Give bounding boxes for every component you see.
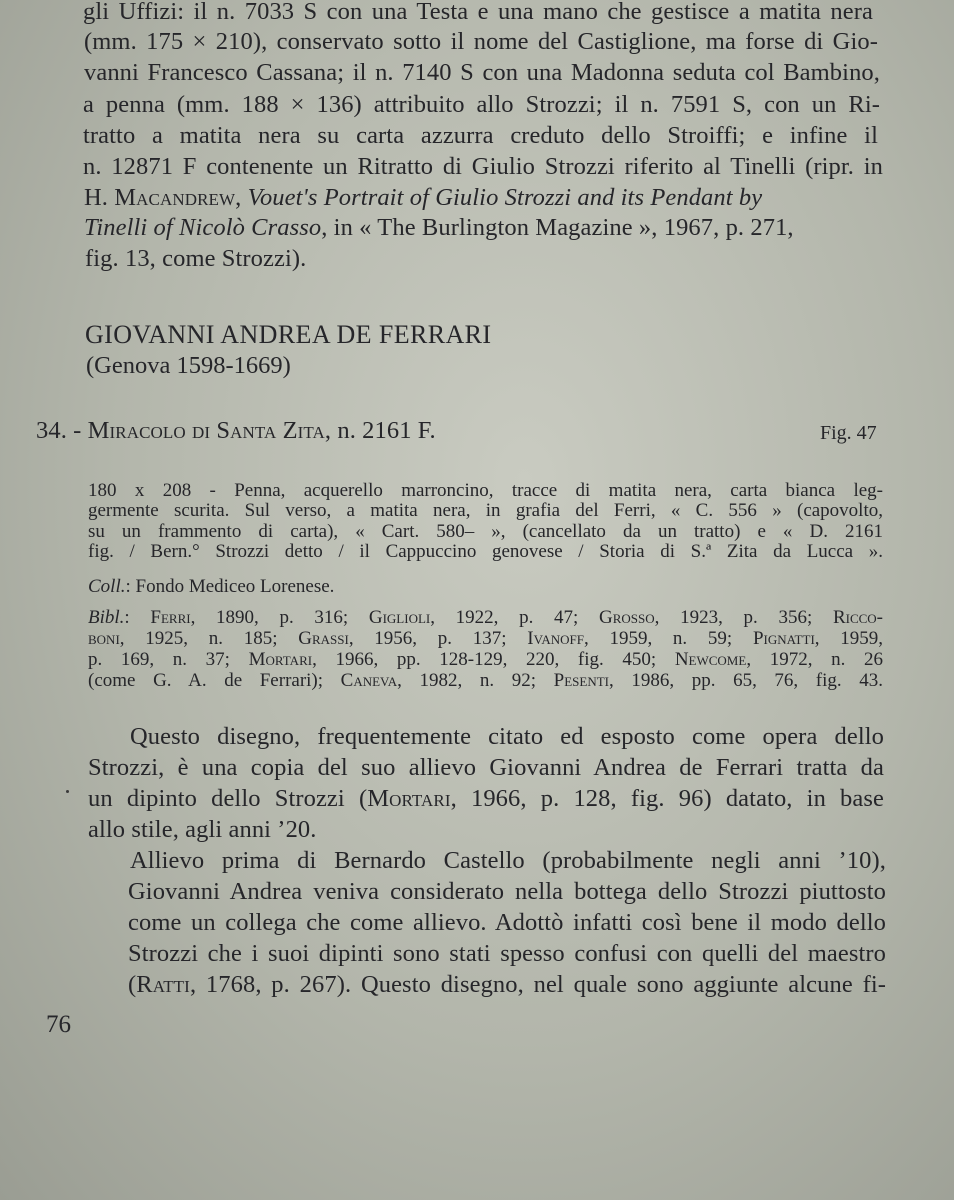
body-line: come un collega che come allievo. Adottò infatti così bene il modo dello xyxy=(128,909,886,936)
body-line: Strozzi che i suoi dipinti sono stati spesso confusi con quelli del maestro xyxy=(128,940,886,967)
artist-dates: (Genova 1598-1669) xyxy=(86,352,291,379)
intro-line: fig. 13, come Strozzi). xyxy=(85,245,307,272)
margin-speck xyxy=(66,790,69,793)
cited-author: Ferri xyxy=(150,607,191,628)
intro-line: Tinelli of Nicolò Crasso, in « The Burlington Magazine », 1967, p. 271, xyxy=(84,214,794,241)
body-line: Allievo prima di Bernardo Castello (probabilmente negli anni ’10), xyxy=(130,847,886,874)
cited-author: Ivanoff xyxy=(527,628,584,649)
citation-text: , 1966, pp. 128-129, 220, fig. 450; xyxy=(312,649,675,670)
cited-author: Ricco- xyxy=(832,607,883,628)
citation-text: , 1925, n. 185; xyxy=(119,628,299,649)
body-line: un dipinto dello Strozzi (Mortari, 1966, p. 128, fig. 96) datato, in base xyxy=(88,785,884,812)
body-line: Strozzi, è una copia del suo allievo Giovanni Andrea de Ferrari tratta da xyxy=(88,754,884,781)
figure-reference: Fig. 47 xyxy=(820,422,877,444)
collection-line: Coll.: Fondo Mediceo Lorenese. xyxy=(88,576,335,597)
description-line: germente scurita. Sul verso, a matita nera, in grafia del Ferri, « C. 556 » (capovolto, xyxy=(88,500,883,521)
intro-line: n. 12871 F contenente un Ritratto di Giulio Strozzi riferito al Tinelli (ripr. in xyxy=(83,153,883,180)
author-name: Mortari xyxy=(367,785,451,812)
entry-title: Miracolo di Santa Zita xyxy=(87,417,325,444)
entry-inventory: , n. 2161 F. xyxy=(324,417,436,444)
cited-author: Mortari xyxy=(248,649,313,670)
bibliography-line xyxy=(88,670,883,692)
citation-text: , 1986, pp. 65, 76, fig. 43. xyxy=(608,670,884,691)
citation-text: p. 169, n. 37; xyxy=(88,649,249,670)
description-line: fig. / Bern.° Strozzi detto / il Cappuccino genovese / Storia di S.ª Zita da Lucca ». xyxy=(88,541,883,562)
entry-number: 34. xyxy=(36,417,67,444)
collection-label: Coll. xyxy=(88,576,126,597)
citation-text: , 1923, p. 356; xyxy=(654,607,833,628)
bibliography-line xyxy=(88,607,883,629)
body-line: Giovanni Andrea veniva considerato nella bottega dello Strozzi piuttosto xyxy=(128,878,886,905)
page-number: 76 xyxy=(46,1011,71,1038)
citation-text: , 1972, n. 26 xyxy=(746,649,883,670)
citation-text: , 1982, n. 92; xyxy=(397,670,554,691)
citation-text: , 1959, n. 59; xyxy=(583,628,753,649)
intro-line: vanni Francesco Cassana; il n. 7140 S con una Madonna seduta col Bambino, xyxy=(84,59,880,86)
cited-author: Newcome xyxy=(674,649,747,670)
cited-author: Caneva xyxy=(340,670,398,691)
bibliography-line xyxy=(88,649,883,671)
cited-author: Pesenti xyxy=(553,670,609,691)
body-line: allo stile, agli anni ’20. xyxy=(88,816,317,843)
article-title: Vouet's Portrait of Giulio Strozzi and its Pendant by xyxy=(247,184,763,211)
intro-line: gli Uffizi: il n. 7033 S con una Testa e una mano che gestisce a matita nera xyxy=(83,0,873,25)
citation-text: , 1956, p. 137; xyxy=(348,628,528,649)
citation-text: , 1890, p. 316; xyxy=(190,607,369,628)
cited-author: Pignatti xyxy=(752,628,815,649)
citation-text: , 1922, p. 47; xyxy=(430,607,600,628)
author-name: Ratti xyxy=(136,971,190,998)
intro-line: a penna (mm. 188 × 136) attribuito allo Strozzi; il n. 7591 S, con un Ri- xyxy=(83,91,880,118)
article-title: Tinelli of Nicolò Crasso xyxy=(84,214,322,241)
body-line: (Ratti, 1768, p. 267). Questo disegno, nel quale sono aggiunte alcune fi- xyxy=(128,971,886,998)
citation-text: : xyxy=(124,607,151,628)
artist-name-heading: GIOVANNI ANDREA DE FERRARI xyxy=(85,320,492,349)
description-line: 180 x 208 - Penna, acquerello marroncino, tracce di matita nera, carta bianca leg- xyxy=(88,480,883,501)
cited-author: boni xyxy=(88,628,120,649)
intro-line: tratto a matita nera su carta azzurra creduto dello Stroiffi; e infine il xyxy=(83,122,878,149)
description-line: su un frammento di carta), « Cart. 580– », (cancellato da un tratto) e « D. 2161 xyxy=(88,521,883,542)
cited-author: Grosso xyxy=(599,607,655,628)
cited-author: Giglioli xyxy=(368,607,431,628)
cited-author: Grassi xyxy=(298,628,349,649)
citation-text: (come G. A. de Ferrari); xyxy=(88,670,341,691)
body-line: Questo disegno, frequentemente citato ed esposto come opera dello xyxy=(130,723,884,750)
bibliography-line xyxy=(88,628,883,650)
entry-heading: 34. - Miracolo di Santa Zita, n. 2161 F. xyxy=(36,417,436,444)
bibliography-label: Bibl. xyxy=(88,607,125,628)
intro-line: (mm. 175 × 210), conservato sotto il nome del Castiglione, ma forse di Gio- xyxy=(84,28,878,55)
intro-line: H. Macandrew, Vouet's Portrait of Giulio Strozzi and its Pendant by xyxy=(84,184,763,211)
author-name: Macandrew xyxy=(114,184,236,211)
citation-text: , 1959, xyxy=(814,628,884,649)
